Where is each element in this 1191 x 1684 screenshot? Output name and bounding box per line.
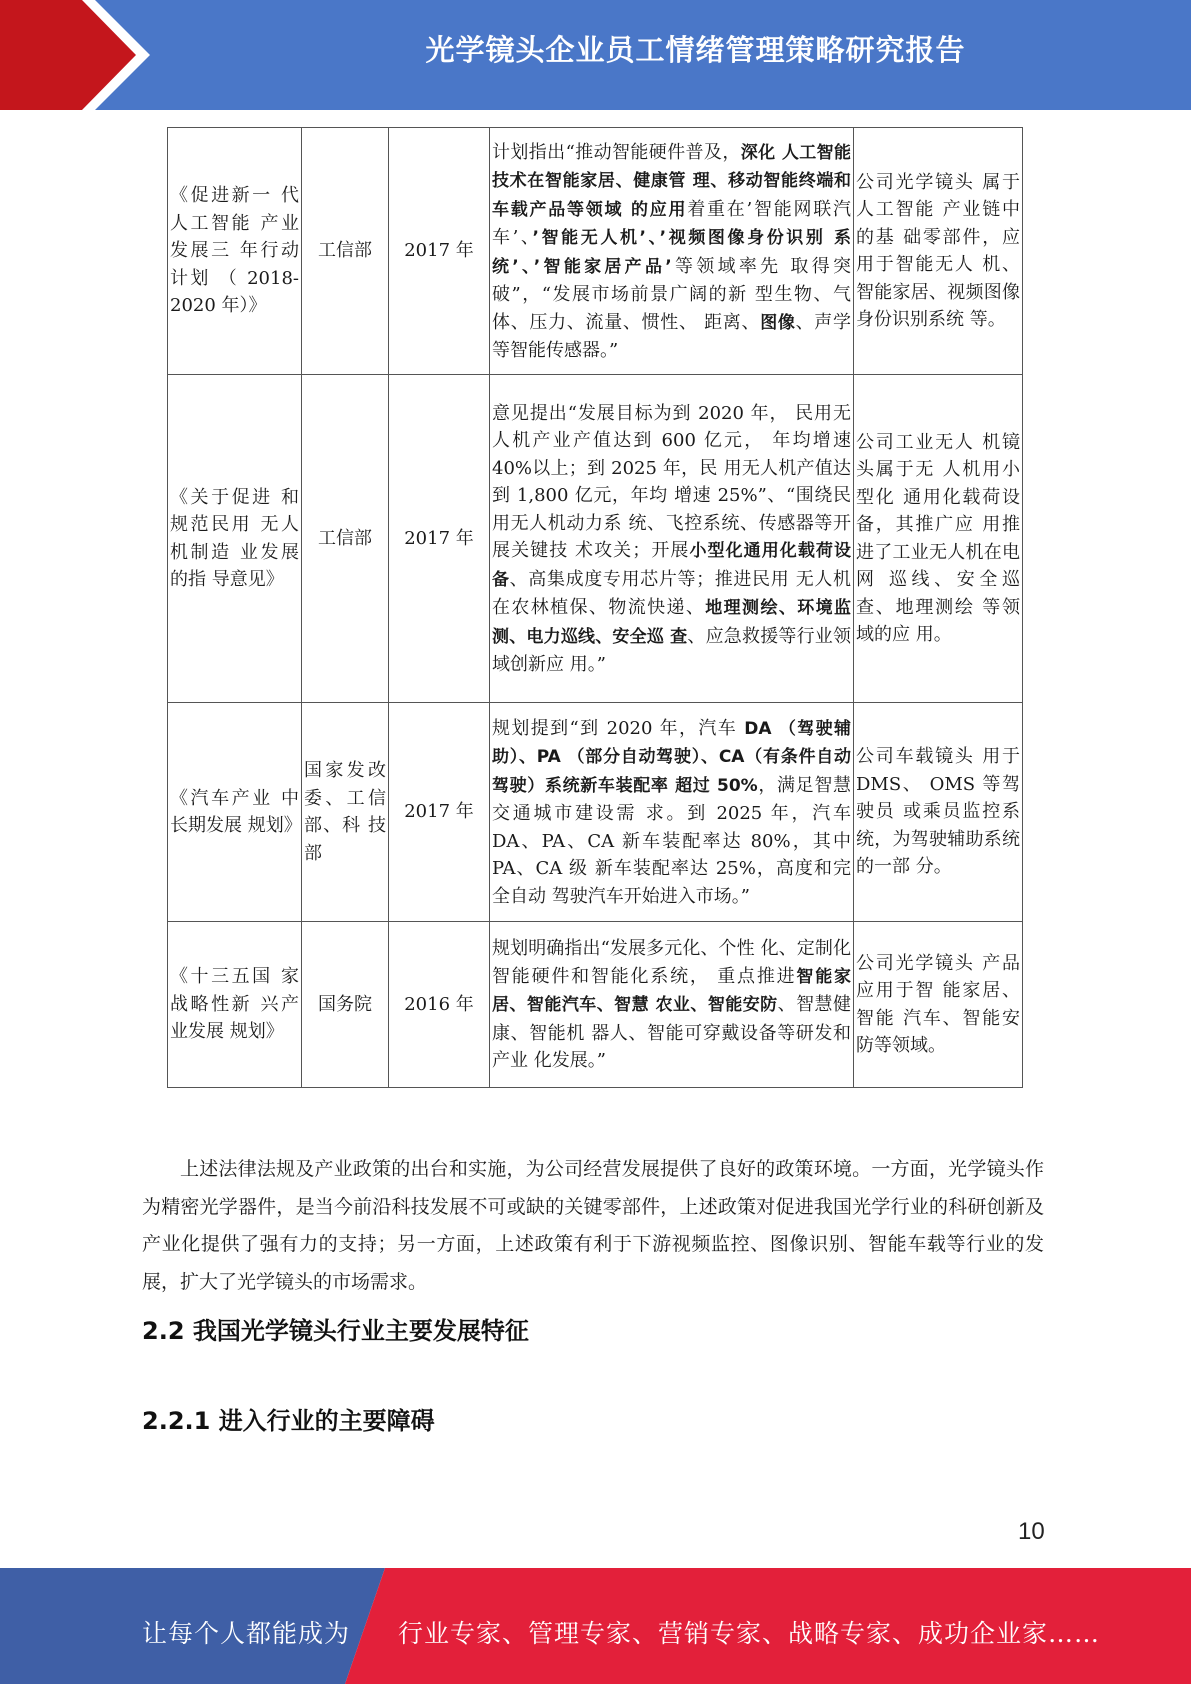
emphasized-text: ’智能无人机’、’视频图像身份识别 系统’、’智能家居产品’ (492, 228, 851, 277)
year-cell: 2017 年 (389, 128, 490, 375)
emphasized-text: 智能家居、智能汽车、智慧 农业、智能安防 (492, 966, 851, 1016)
table-row (168, 922, 1023, 1088)
footer-slogan-right: 行业专家、管理专家、营销专家、战略专家、成功企业家…… (398, 1619, 1101, 1648)
content-text: 等领域率先 取得突破”，“发展市场前景广阔的新 型生物、气体、压力、流量、惯性、 距离、 (492, 255, 851, 333)
content-text: 意见提出“发展目标为到 2020 年， 民用无人机产业产值达到 600 亿元， 年均增速 40%以上；到 2025 年，民 用无人机产值达到 1,800 亿元，年均 增速 25%”、“围绕民用无人机动力系 统、飞控系统、传感器等开展关键技 术攻关；开展 (492, 402, 851, 561)
content-text: 、声学等智能传感器。” (492, 311, 852, 361)
content-text: 、应急救援等行业领域创新应 用。” (492, 625, 852, 675)
policy-name-cell: 《促进新一 代人工智能 产业发展三 年行动计划 （ 2018-2020 年）》 (168, 128, 302, 375)
company-relation-cell: 公司车载镜头 用于 DMS、 OMS 等驾驶员 或乘员监控系 统，为驾驶辅助系统的一部 分。 (854, 703, 1023, 922)
table-row (168, 375, 1023, 703)
report-title: 光学镜头企业员工情绪管理策略研究报告 (425, 33, 966, 67)
policy-content-cell (490, 922, 854, 1088)
emphasized-text: 地理测绘、环境监测、电力巡线、安全巡 查 (492, 598, 852, 647)
department-cell: 国务院 (302, 922, 389, 1088)
policy-content-cell (490, 703, 854, 922)
content-text: 规划提到“到 2020 年，汽车 (492, 717, 745, 739)
department-cell: 工信部 (302, 128, 389, 375)
policy-name-cell: 《关于促进 和规范民用 无人机制造 业发展的指 导意见》 (168, 375, 302, 703)
policy-content-cell (490, 375, 854, 703)
policy-name-cell: 《汽车产业 中长期发展 规划》 (168, 703, 302, 922)
page-footer (0, 1568, 1191, 1684)
subsection-heading: 2.2.1 进入行业的主要障碍 (142, 1407, 435, 1435)
company-relation-cell: 公司光学镜头 属于人工智能 产业链中的基 础零部件，应 用于智能无人 机、智能家居、视频图像 身份识别系统 等。 (854, 128, 1023, 375)
content-text: ，满足智慧交通城市建设需 求。到 2025 年，汽车 DA、PA、CA 新车装配率达 80%，其中 PA、CA 级 新车装配率达 25%，高度和完全自动 驾驶汽车开始进入市场。” (492, 774, 851, 907)
policy-table (167, 127, 1023, 1088)
department-cell: 国家发改委、工信 部、科 技部 (302, 703, 389, 922)
company-relation-cell: 公司光学镜头 产品应用于智 能家居、智能 汽车、智能安 防等领域。 (854, 922, 1023, 1088)
year-cell: 2016 年 (389, 922, 490, 1088)
table-row (168, 703, 1023, 922)
body-paragraph: 上述法律法规及产业政策的出台和实施，为公司经营发展提供了良好的政策环境。一方面，光学镜头作为精密光学器件，是当今前沿科技发展不可或缺的关键零部件，上述政策对促进我国光学行业的科研创新及产业化提供了强有力的支持；另一方面，上述政策有利于下游视频监控、图像识别、智能车载等行业的发展，扩大了光学镜头的市场需求。 (142, 1158, 1044, 1293)
emphasized-text: 图像 (760, 312, 796, 333)
page-number: 10 (1018, 1518, 1045, 1545)
emphasized-text: 深化 人工智能技术在智能家居、健康管 理、移动智能终端和车载产品等领域 的应用 (492, 142, 851, 220)
table-row (168, 128, 1023, 375)
section-heading: 2.2 我国光学镜头行业主要发展特征 (142, 1317, 529, 1345)
policy-content-cell (490, 128, 854, 375)
policy-name-cell: 《十三五国 家战略性新 兴产业发展 规划》 (168, 922, 302, 1088)
content-text: 、高集成度专用芯片等；推进民用 无人机在农林植保、物流快递、 (492, 568, 851, 618)
emphasized-text: DA （驾驶辅助）、PA （部分自动驾驶）、CA（有条件自动驾驶）系统新车装配率 超过 50% (492, 718, 851, 796)
content-text: 计划指出“推动智能硬件普及， (492, 141, 741, 163)
emphasized-text: 小型化通用化载荷设 备 (492, 541, 852, 590)
content-text: 规划明确指出“发展多元化、个性 化、定制化智能硬件和智能化系统， 重点推进 (492, 938, 851, 987)
content-text: 、智慧健康、智能机 器人、智能可穿戴设备等研发和产业 化发展。” (492, 994, 852, 1072)
company-relation-cell: 公司工业无人 机镜头属于无 人机用小型化 通用化载荷设 备，其推广应 用推进了工业无人机在电网 巡线、安全巡 查、地理测绘 等领域的应 用。 (854, 375, 1023, 703)
page-header (0, 0, 1191, 110)
content-text: 着重在’智能网联汽车’、 (492, 198, 851, 248)
department-cell: 工信部 (302, 375, 389, 703)
footer-slogan-left: 让每个人都能成为 (142, 1619, 351, 1648)
year-cell: 2017 年 (389, 703, 490, 922)
header-red-arrow-decoration (0, 0, 160, 110)
year-cell: 2017 年 (389, 375, 490, 703)
